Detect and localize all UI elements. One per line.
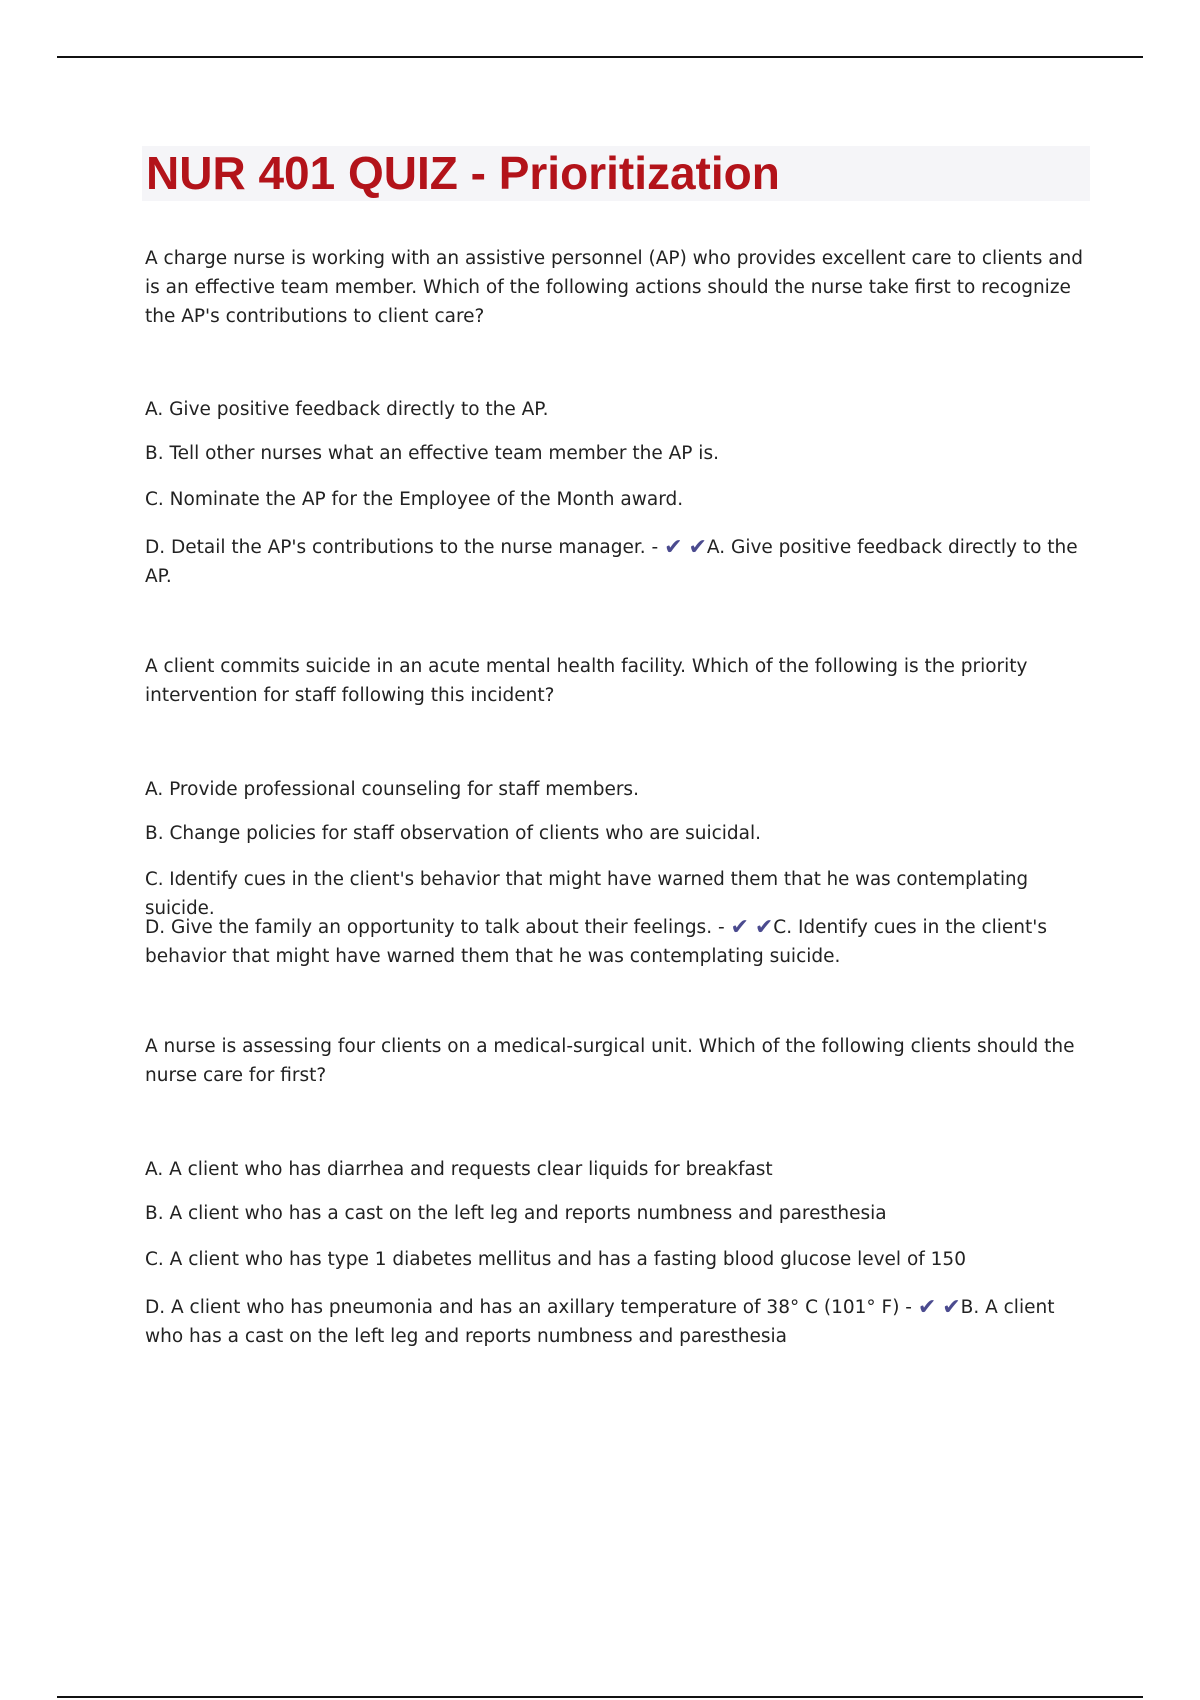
question-1 — [145, 244, 1085, 331]
question-1-stem: A charge nurse is working with an assistive personnel (AP) who provides excellent care to clients and is an effective team member. Which of the following actions should the nurse take first to recognize the AP's contributions to client care? — [145, 248, 1084, 327]
check-mark-icon: ✔ — [688, 535, 707, 560]
question-2-option-d: D. Give the family an opportunity to talk about their feelings. - — [145, 917, 725, 938]
question-3-answer: B. A client who has a cast on the left leg and reports numbness and paresthesia — [145, 1297, 1055, 1347]
question-3 — [145, 1032, 1085, 1090]
check-mark-icon: ✔ — [942, 1295, 961, 1320]
question-2-answer: C. Identify cues in the client's behavior that might have warned them that he was contemplating suicide. — [145, 917, 1048, 967]
page-title: NUR 401 QUIZ - Prioritization — [146, 147, 780, 199]
question-2-option-c: C. Identify cues in the client's behavior that might have warned them that he was contemplating suicide. — [145, 869, 1029, 919]
question-3-option-b: B. A client who has a cast on the left leg and reports numbness and paresthesia — [145, 1203, 887, 1224]
top-rule — [57, 56, 1143, 58]
check-mark-icon: ✔ — [754, 915, 774, 940]
title-banner — [142, 146, 1090, 201]
question-1-option-a: A. Give positive feedback directly to the AP. — [145, 399, 549, 420]
check-mark-icon: ✔ — [664, 535, 683, 560]
question-2-stem: A client commits suicide in an acute mental health facility. Which of the following is the priority intervention for staff following this incident? — [145, 656, 1028, 706]
question-3-option-c: C. A client who has type 1 diabetes mellitus and has a fasting blood glucose level of 150 — [145, 1249, 966, 1270]
question-1-answer: A. Give positive feedback directly to the AP. — [145, 537, 1078, 587]
question-2 — [145, 652, 1085, 710]
question-1-option-c: C. Nominate the AP for the Employee of the Month award. — [145, 489, 684, 510]
question-2-option-d-with-answer — [145, 913, 1085, 971]
question-3-option-a: A. A client who has diarrhea and requests clear liquids for breakfast — [145, 1159, 773, 1180]
question-2-option-a: A. Provide professional counseling for staff members. — [145, 779, 639, 800]
check-mark-icon: ✔ — [917, 1295, 937, 1320]
question-1-option-b: B. Tell other nurses what an effective team member the AP is. — [145, 443, 719, 464]
question-1-option-d: D. Detail the AP's contributions to the nurse manager. - — [145, 537, 659, 558]
check-mark-icon: ✔ — [730, 915, 749, 940]
question-3-option-d: D. A client who has pneumonia and has an axillary temperature of 38° C (101° F) - — [145, 1297, 912, 1318]
bottom-rule — [57, 1696, 1143, 1698]
question-3-option-d-with-answer — [145, 1293, 1085, 1351]
question-1-option-d-with-answer — [145, 533, 1085, 591]
question-3-stem: A nurse is assessing four clients on a medical-surgical unit. Which of the following clients should the nurse care for first? — [145, 1036, 1075, 1086]
question-2-option-b: B. Change policies for staff observation of clients who are suicidal. — [145, 823, 761, 844]
